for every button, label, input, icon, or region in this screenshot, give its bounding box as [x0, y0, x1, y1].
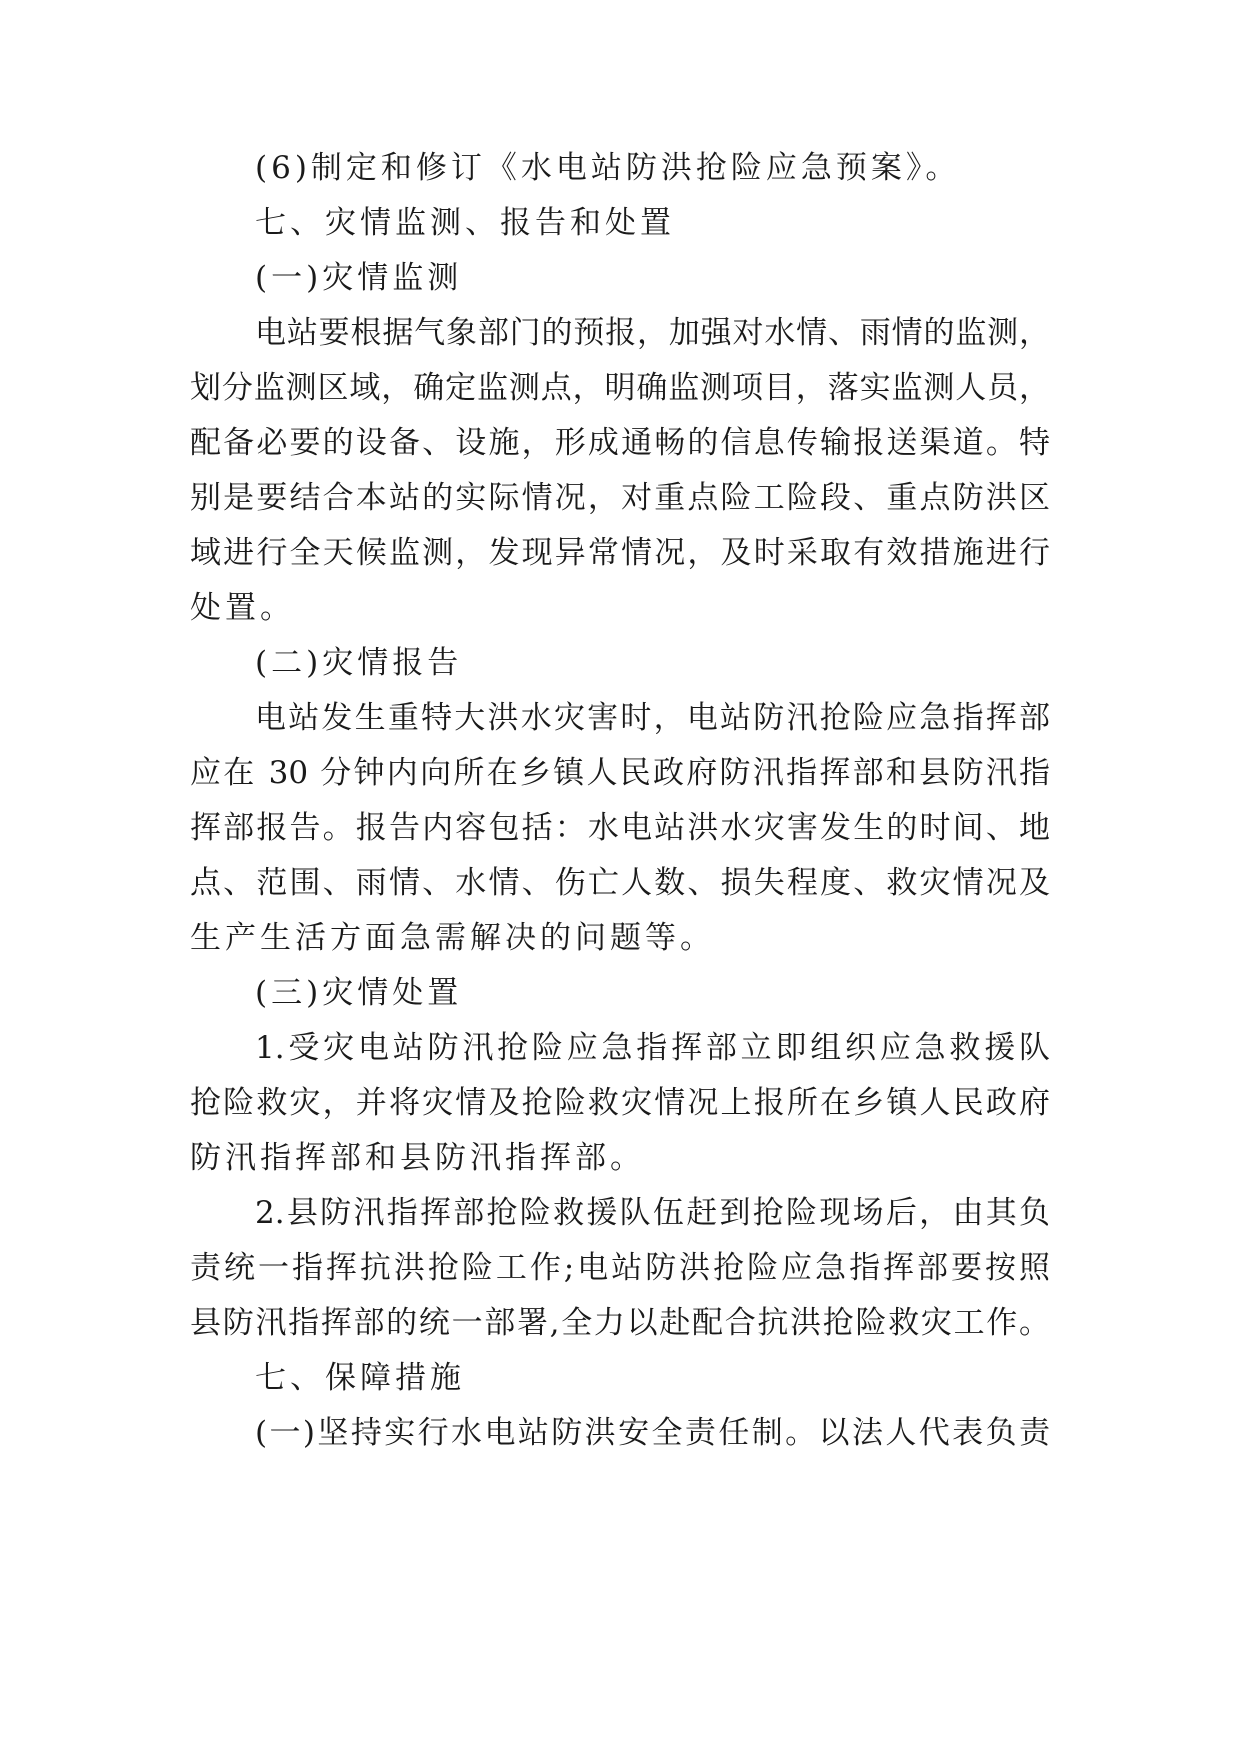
paragraph-line: 抢险救灾，并将灾情及抢险救灾情况上报所在乡镇人民政府 [190, 1085, 1050, 1121]
paragraph-line: 县防汛指挥部的统一部署,全力以赴配合抗洪抢险救灾工作。 [190, 1305, 1050, 1341]
section-heading: 七、灾情监测、报告和处置 [255, 205, 675, 241]
paragraph-line: 配备必要的设备、设施，形成通畅的信息传输报送渠道。特 [190, 425, 1050, 461]
paragraph-line: 责统一指挥抗洪抢险工作;电站防洪抢险应急指挥部要按照 [190, 1250, 1050, 1286]
paragraph-line: 划分监测区域，确定监测点，明确监测项目，落实监测人员， [190, 370, 1050, 406]
section-heading: 七、保障措施 [255, 1360, 465, 1396]
paragraph-line: 2.县防汛指挥部抢险救援队伍赶到抢险现场后，由其负 [255, 1195, 1050, 1231]
paragraph-line: 生产生活方面急需解决的问题等。 [190, 920, 715, 956]
subsection-heading: (一)灾情监测 [255, 260, 463, 296]
paragraph-line: 点、范围、雨情、水情、伤亡人数、损失程度、救灾情况及 [190, 865, 1050, 901]
paragraph-line: 域进行全天候监测，发现异常情况，及时采取有效措施进行 [190, 535, 1050, 571]
paragraph-line: 挥部报告。报告内容包括：水电站洪水灾害发生的时间、地 [190, 810, 1050, 846]
paragraph-line: 电站要根据气象部门的预报，加强对水情、雨情的监测， [255, 315, 1050, 351]
paragraph-line: 防汛指挥部和县防汛指挥部。 [190, 1140, 645, 1176]
paragraph-line: 别是要结合本站的实际情况，对重点险工险段、重点防洪区 [190, 480, 1050, 516]
paragraph-line: (一)坚持实行水电站防洪安全责任制。以法人代表负责 [255, 1415, 1050, 1451]
subsection-heading: (三)灾情处置 [255, 975, 463, 1011]
paragraph-line: 1.受灾电站防汛抢险应急指挥部立即组织应急救援队 [255, 1030, 1050, 1066]
paragraph-line: 应在 30 分钟内向所在乡镇人民政府防汛指挥部和县防汛指 [190, 755, 1050, 791]
subsection-heading: (二)灾情报告 [255, 645, 463, 681]
paragraph-line: 电站发生重特大洪水灾害时，电站防汛抢险应急指挥部 [255, 700, 1050, 736]
paragraph-line: (6)制定和修订《水电站防洪抢险应急预案》。 [255, 150, 961, 186]
paragraph-line: 处置。 [190, 590, 295, 626]
